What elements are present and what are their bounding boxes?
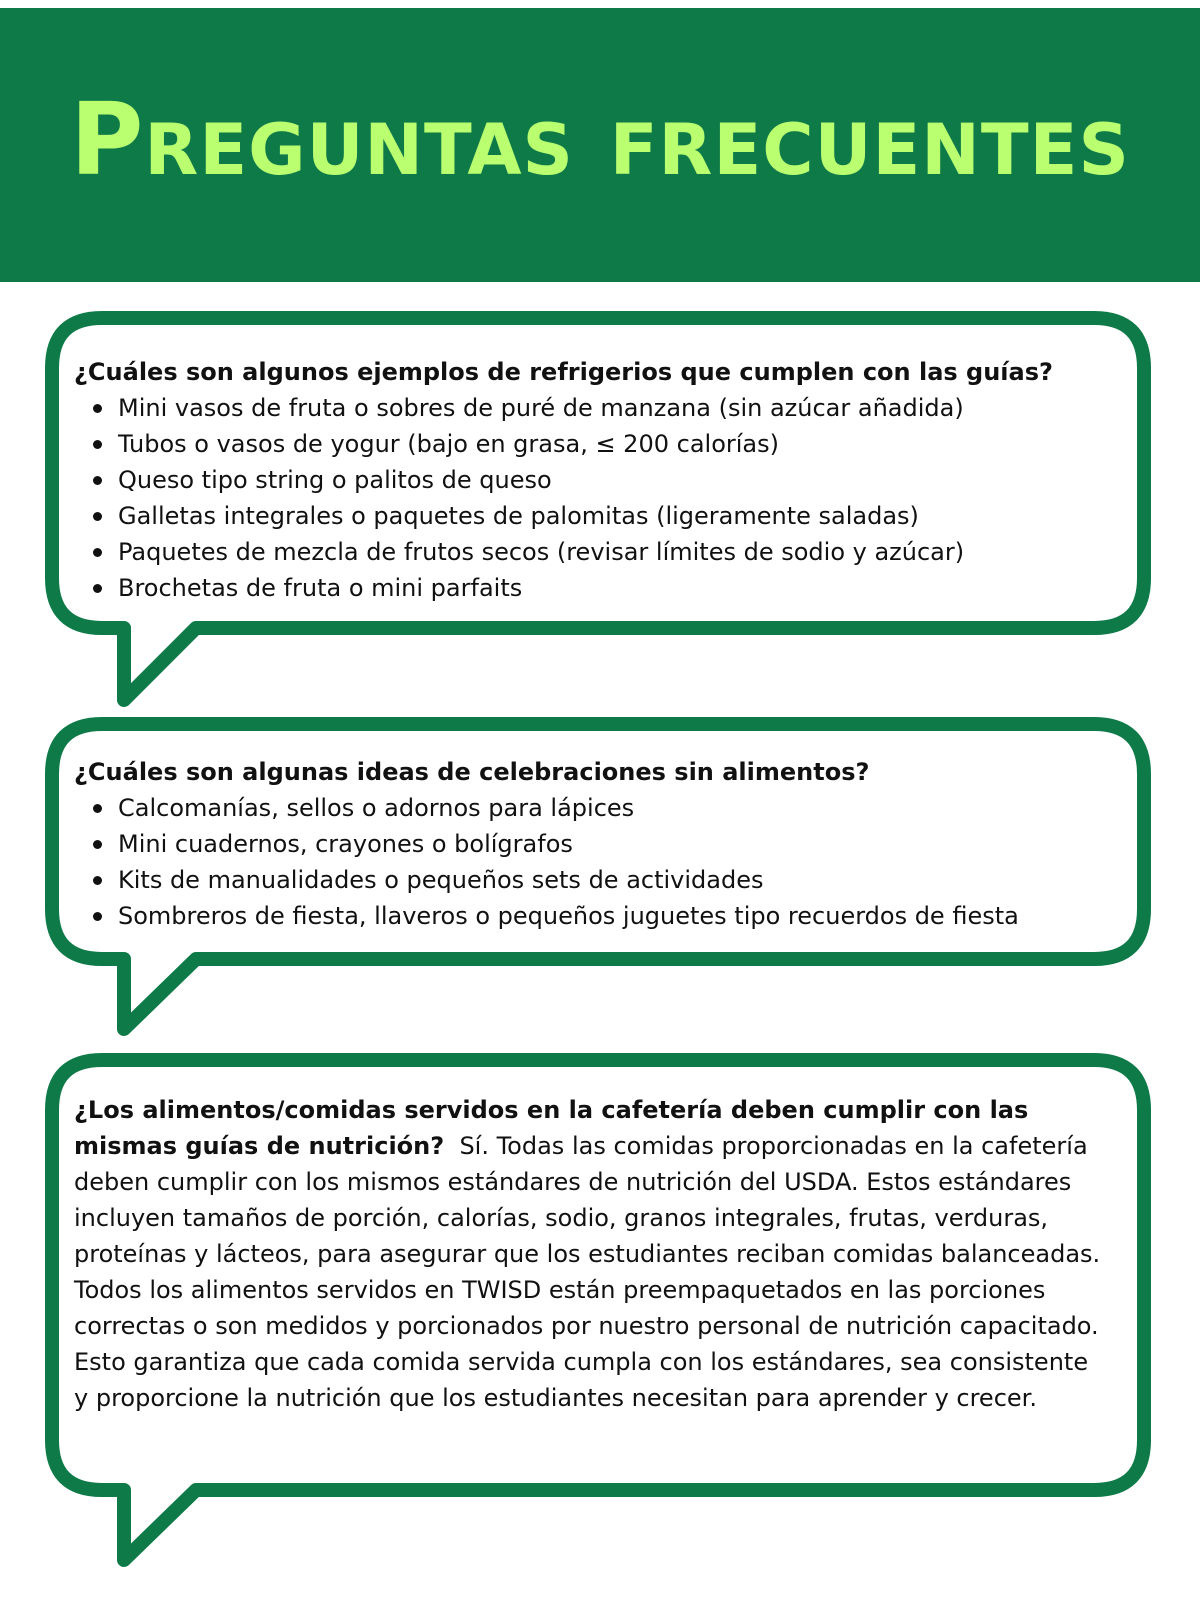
header-banner bbox=[0, 8, 1200, 282]
list-item: Queso tipo string o palitos de queso bbox=[74, 462, 1104, 498]
faq-answer: Sí. Todas las comidas proporcionadas en la cafetería deben cumplir con los mismos estándares de nutrición del USDA. Estos estándares incluyen tamaños de porción, calorías, sodio, granos integrales, frutas, verduras, proteínas y lácteos, para asegurar que los estudiantes reciban comidas balanceadas. Todos los alimentos servidos en TWISD están preempaquetados en las porciones correctas o son medidos y porcionados por nuestro personal de nutrición capacitado. Esto garantiza que cada comida servida cumpla con los estándares, sea consistente y proporcione la nutrición que los estudiantes necesitan para aprender y crecer. bbox=[74, 1132, 1101, 1412]
list-item: Calcomanías, sellos o adornos para lápices bbox=[74, 790, 1104, 826]
list-item: Paquetes de mezcla de frutos secos (revisar límites de sodio y azúcar) bbox=[74, 534, 1104, 570]
bullet-icon bbox=[93, 512, 102, 521]
faq-content-cafeteria bbox=[74, 1092, 1104, 1416]
faq-list bbox=[74, 790, 1104, 934]
faq-bubble-cafeteria bbox=[0, 1060, 1200, 1570]
faq-question: ¿Cuáles son algunas ideas de celebraciones sin alimentos? bbox=[74, 758, 870, 786]
faq-bubble-celebrations bbox=[0, 724, 1200, 1044]
faq-content-snacks bbox=[74, 354, 1104, 606]
page-title: Preguntas frecuentes bbox=[70, 81, 1130, 198]
list-item: Tubos o vasos de yogur (bajo en grasa, ≤ 200 calorías) bbox=[74, 426, 1104, 462]
bullet-icon bbox=[93, 840, 102, 849]
bullet-icon bbox=[93, 912, 102, 921]
list-item: Brochetas de fruta o mini parfaits bbox=[74, 570, 1104, 606]
bullet-icon bbox=[93, 548, 102, 557]
faq-answer-paragraph bbox=[74, 1092, 1104, 1416]
faq-list bbox=[74, 390, 1104, 606]
faq-content-celebrations bbox=[74, 754, 1104, 934]
bullet-icon bbox=[93, 876, 102, 885]
list-item: Galletas integrales o paquetes de palomitas (ligeramente saladas) bbox=[74, 498, 1104, 534]
faq-question: ¿Cuáles son algunos ejemplos de refrigerios que cumplen con las guías? bbox=[74, 358, 1053, 386]
bullet-icon bbox=[93, 804, 102, 813]
bullet-icon bbox=[93, 584, 102, 593]
bullet-icon bbox=[93, 476, 102, 485]
bullet-icon bbox=[93, 440, 102, 449]
faq-bubble-snacks bbox=[0, 318, 1200, 708]
list-item: Mini cuadernos, crayones o bolígrafos bbox=[74, 826, 1104, 862]
list-item: Kits de manualidades o pequeños sets de actividades bbox=[74, 862, 1104, 898]
faq-question: ¿Los alimentos/comidas servidos en la cafetería deben cumplir con las mismas guías de nutrición? bbox=[74, 1096, 1029, 1160]
list-item: Mini vasos de fruta o sobres de puré de manzana (sin azúcar añadida) bbox=[74, 390, 1104, 426]
bullet-icon bbox=[93, 404, 102, 413]
list-item: Sombreros de fiesta, llaveros o pequeños juguetes tipo recuerdos de fiesta bbox=[74, 898, 1104, 934]
